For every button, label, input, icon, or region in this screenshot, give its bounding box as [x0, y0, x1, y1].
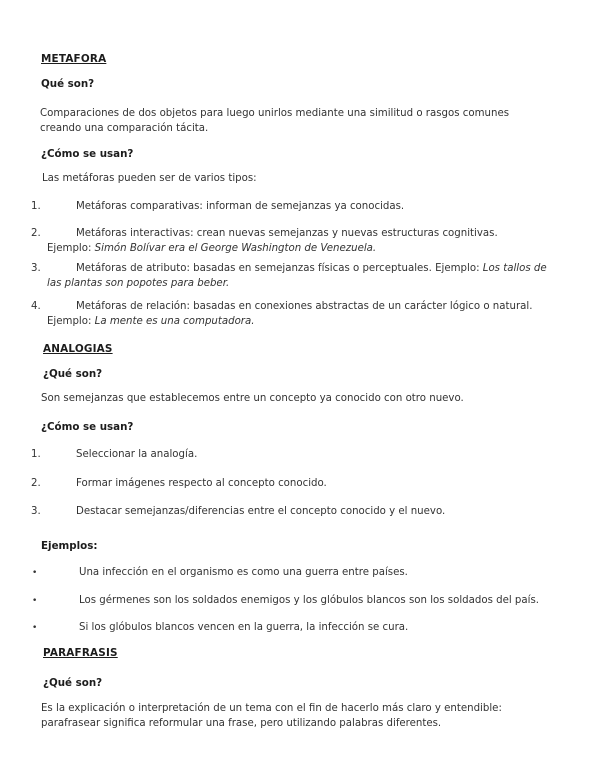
bullet-marker: •: [32, 596, 38, 606]
list-item: [32, 566, 562, 581]
list-marker: 4.: [31, 301, 41, 312]
list-marker: 3.: [31, 506, 41, 517]
list-item-text: Metáforas de relación: basadas en conexiones abstractas de un carácter lógico o natural.: [76, 301, 533, 312]
list-item: [31, 227, 551, 256]
list-item: [31, 300, 559, 329]
list-item-text: [31, 262, 559, 291]
subheading-metafora-que-son: Qué son?: [41, 78, 95, 90]
list-item: [32, 594, 562, 609]
list-item-text: Si los glóbulos blancos vencen en la guerra, la infección se cura.: [79, 622, 409, 633]
list-item: [32, 621, 562, 636]
list-item-text: Metáforas interactivas: crean nuevas semejanzas y nuevas estructuras cognitivas.: [76, 228, 498, 239]
example-label: Ejemplo:: [47, 242, 92, 254]
section-heading-parafrasis: PARAFRASIS: [43, 647, 118, 659]
list-item-text: Una infección en el organismo es como una guerra entre países.: [79, 567, 408, 578]
paragraph-parafrasis-que-son: Es la explicación o interpretación de un tema con el fin de hacerlo más claro y entendible: parafrasear significa reformular una frase, pero utilizando palabras diferentes.: [41, 703, 502, 729]
subheading-metafora-como-se-usan: ¿Cómo se usan?: [41, 148, 134, 160]
list-marker: 1.: [31, 449, 41, 460]
list-item-text: Formar imágenes respecto al concepto conocido.: [76, 478, 327, 489]
section-heading-metafora: METAFORA: [41, 53, 107, 65]
list-marker: 2.: [31, 228, 41, 239]
section-heading-analogias: ANALOGIAS: [43, 343, 113, 355]
paragraph-analogias-que-son: Son semejanzas que establecemos entre un concepto ya conocido con otro nuevo.: [41, 393, 464, 404]
subheading-parafrasis-que-son: ¿Qué son?: [43, 677, 103, 689]
example-italic-text: Los tallos de las plantas son popotes para beber.: [47, 263, 547, 289]
paragraph-metafora-que-son: Comparaciones de dos objetos para luego unirlos mediante una similitud o rasgos comunes creando una comparación tácita.: [40, 108, 510, 134]
example-italic-text: Simón Bolívar era el George Washington de Venezuela.: [94, 242, 377, 254]
example-label: Ejemplo:: [47, 315, 92, 327]
bullet-marker: •: [32, 568, 38, 578]
list-item-text: Los gérmenes son los soldados enemigos y los glóbulos blancos son los soldados del país.: [79, 595, 540, 606]
list-marker: 3.: [31, 263, 41, 274]
list-item: [31, 505, 551, 520]
list-item-example: [31, 242, 551, 257]
subheading-analogias-como-se-usan: ¿Cómo se usan?: [41, 421, 134, 433]
list-marker: 1.: [31, 201, 41, 212]
subheading-analogias-que-son: ¿Qué son?: [43, 368, 103, 380]
list-item-main-text: Metáforas de atributo: basadas en semejanzas físicas o perceptuales. Ejemplo:: [76, 263, 480, 274]
list-item-text: Destacar semejanzas/diferencias entre el concepto conocido y el nuevo.: [76, 506, 446, 517]
list-item: [31, 200, 561, 215]
list-item: [31, 448, 551, 463]
list-item-text: Seleccionar la analogía.: [76, 449, 198, 460]
subheading-analogias-ejemplos: Ejemplos:: [41, 540, 98, 552]
example-italic-text: La mente es una computadora.: [94, 315, 255, 327]
list-item-text: Metáforas comparativas: informan de semejanzas ya conocidas.: [76, 201, 405, 212]
list-item: [31, 477, 551, 492]
list-item: [31, 262, 559, 291]
list-marker: 2.: [31, 478, 41, 489]
list-item-example: [31, 315, 559, 330]
bullet-marker: •: [32, 623, 38, 633]
paragraph-metafora-intro-tipos: Las metáforas pueden ser de varios tipos:: [42, 173, 257, 184]
